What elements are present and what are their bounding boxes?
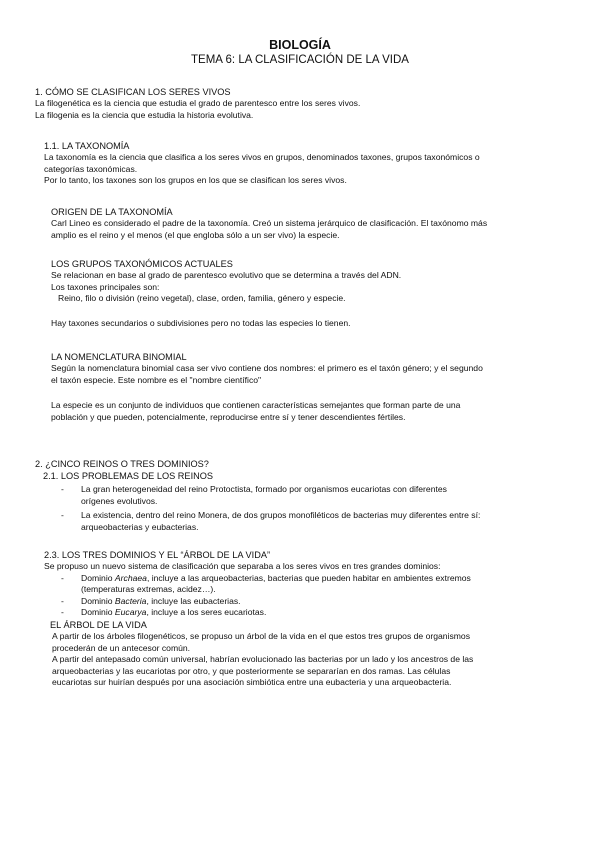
section-2-3 — [44, 549, 579, 689]
paragraph: Se propuso un nuevo sistema de clasificación que separaba a los seres vivos en tres grandes dominios: — [44, 561, 441, 571]
list-item: - Dominio Eucarya, incluye a los seres eucariotas. — [61, 607, 579, 619]
list-item: - Dominio Archaea, incluye a las arqueobacterias, bacterias que pueden habitar en ambientes extremos (temperaturas extremas, acidez…). — [61, 573, 579, 596]
paragraph: arqueobacterias y las eucariotas por otro, y que posteriormente se separarían en dos ramas. Las células — [52, 665, 451, 676]
nomenclatura-heading: LA NOMENCLATURA BINOMIAL — [51, 352, 187, 362]
paragraph: A partir del antepasado común universal, habrían evolucionado las bacterias por un lado y los ancestros de las — [52, 654, 474, 665]
paragraph: Carl Lineo es considerado el padre de la taxonomía. Creó un sistema jerárquico de clasificación. El taxónomo más — [51, 218, 488, 228]
paragraph: amplio es el reino y el menos (el que engloba sólo a un ser vivo) la especie. — [51, 229, 340, 240]
section-2-1-heading: 2.1. LOS PROBLEMAS DE LOS REINOS — [43, 471, 214, 481]
document-title: BIOLOGÍA — [269, 38, 331, 52]
paragraph: población y que pueden, potencialmente, reproducirse entre sí y tener descendientes fértiles. — [51, 411, 406, 422]
paragraph: Por lo tanto, los taxones son los grupos en los que se clasifican los seres vivos. — [44, 175, 347, 186]
paragraph: eucariotas sur huirían después por una asociación simbiótica entre una eubacteria y una arqueobacteria. — [52, 677, 452, 688]
paragraph: Hay taxones secundarios o subdivisiones pero no todas las especies lo tienen. — [51, 317, 351, 328]
paragraph: procederán de un antecesor común. — [52, 642, 191, 653]
origen-heading: ORIGEN DE LA TAXONOMÍA — [51, 207, 173, 217]
arbol-heading: EL ÁRBOL DE LA VIDA — [50, 619, 147, 630]
list-item: - La gran heterogeneidad del reino Protoctista, formado por organismos eucariotas con diferentes orígenes evolutivos. — [61, 484, 575, 507]
section-1-1 — [44, 140, 574, 187]
section-1-1-heading: 1.1. LA TAXONOMÍA — [44, 141, 130, 151]
section-2-heading: 2. ¿CINCO REINOS O TRES DOMINIOS? — [35, 459, 209, 469]
document-subtitle: TEMA 6: LA CLASIFICACIÓN DE LA VIDA — [191, 54, 409, 66]
arbol-text — [44, 631, 579, 689]
paragraph: categorías taxonómicas. — [44, 163, 138, 174]
paragraph: La filogenética es la ciencia que estudia el grado de parentesco entre los seres vivos. — [35, 98, 361, 108]
problems-list — [61, 484, 575, 533]
grupos-section — [51, 258, 576, 329]
paragraph: Reino, filo o división (reino vegetal), clase, orden, familia, género y especie. — [58, 293, 346, 304]
paragraph: La taxonomía es la ciencia que clasifica a los seres vivos en grupos, denominados taxones, grupos taxonómicos o — [44, 152, 480, 162]
paragraph: Se relacionan en base al grado de parentesco evolutivo que se determina a través del ADN. — [51, 270, 402, 280]
section-1-heading: 1. CÓMO SE CLASIFICAN LOS SERES VIVOS — [35, 87, 231, 97]
list-item: - La existencia, dentro del reino Monera, de dos grupos monofiléticos de bacterias muy diferentes entre sí: arqueobacterias y eubacterias. — [61, 510, 575, 533]
paragraph: A partir de los árboles filogenéticos, se propuso un árbol de la vida en el que estos tres grupos de organismos — [52, 630, 471, 641]
origen-section — [51, 206, 576, 241]
dominios-list — [61, 573, 579, 619]
nomenclatura-section — [51, 351, 576, 423]
section-2 — [35, 458, 575, 533]
paragraph: el taxón especie. Este nombre es el "nombre científico" — [51, 374, 262, 385]
paragraph: La filogenia es la ciencia que estudia la historia evolutiva. — [35, 109, 254, 120]
paragraph: Los taxones principales son: — [51, 281, 160, 292]
section-1 — [35, 86, 575, 121]
grupos-heading: LOS GRUPOS TAXONÓMICOS ACTUALES — [51, 259, 233, 269]
list-item: - Dominio Bacteria, incluye las eubacterias. — [61, 596, 579, 608]
paragraph: Según la nomenclatura binomial casa ser vivo contiene dos nombres: el primero es el taxón género; y el segundo — [51, 363, 483, 373]
paragraph: La especie es un conjunto de individuos que contienen características semejantes que forman parte de una — [51, 400, 461, 411]
section-2-3-heading: 2.3. LOS TRES DOMINIOS Y EL “ÁRBOL DE LA VIDA” — [44, 550, 271, 560]
